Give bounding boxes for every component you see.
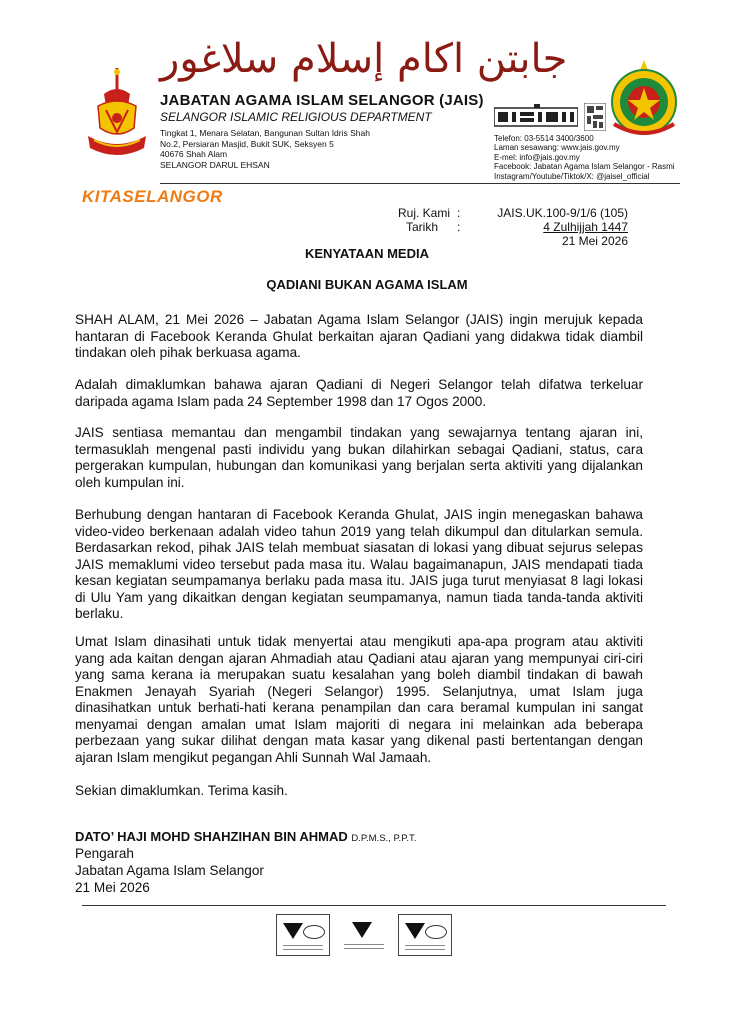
document-subtitle: QADIANI BUKAN AGAMA ISLAM [266, 277, 468, 292]
contact-line: E-mel: info@jais.gov.my [494, 152, 580, 162]
office-address [160, 128, 370, 170]
jawi-title: جابتن اكام إسلام سلاغور [160, 36, 568, 82]
colon: : [457, 220, 461, 234]
contact-line: Facebook: Jabatan Agama Islam Selangor - Rasmi [494, 162, 675, 172]
department-name-english: SELANGOR ISLAMIC RELIGIOUS DEPARTMENT [160, 110, 432, 124]
closing-paragraph: Sekian dimaklumkan. Terima kasih. [75, 783, 288, 798]
address-line: No.2, Persiaran Masjid, Bukit SUK, Seksyen 5 [160, 138, 334, 149]
paragraph: Adalah dimaklumkan bahawa ajaran Qadiani di Negeri Selangor telah difatwa terkeluar daripada agama Islam pada 24 September 1998 dan 17 Ogos 2000. [75, 377, 643, 409]
contact-details [494, 134, 675, 181]
signatory-full-name: DATO’ HAJI MOHD SHAHZIHAN BIN AHMAD [75, 829, 348, 844]
reference-colons [457, 206, 460, 234]
header-divider [160, 183, 680, 184]
kita-selangor-logo: KITASELANGOR [82, 187, 223, 206]
qr-code-icon [584, 103, 606, 131]
signatory-name [75, 829, 416, 844]
kufic-calligraphy-logo [494, 104, 578, 128]
quality-certification-mark [338, 914, 390, 954]
quality-certification-mark [276, 914, 330, 956]
quality-certification-mark [398, 914, 452, 956]
signatory-position: Pengarah [75, 846, 134, 861]
address-line: SELANGOR DARUL EHSAN [160, 159, 270, 170]
address-line: 40676 Shah Alam [160, 149, 228, 159]
contact-line: Instagram/Youtube/Tiktok/X: @jaisel_official [494, 171, 650, 181]
jais-logo [84, 66, 150, 164]
signatory-honorifics: D.P.M.S., P.P.T. [351, 833, 417, 844]
signature-date: 21 Mei 2026 [75, 880, 150, 895]
paragraph: Berhubung dengan hantaran di Facebook Keranda Ghulat, JAIS ingin menegaskan bahawa video-video berkenaan adalah video tahun 2019 yang telah dikumpul dan ditularkan semula. Berdasarkan rekod, pihak JAIS telah membuat siasatan di lokasi yang dibuat sejurus selepas JAIS memaklumi video tersebut pada masa itu. Walau bagaimanapun, JAIS mendapati tiada kesan kegiatan seumpamanya berlaku pada masa itu. JAIS juga turut menyiasat 8 lagi lokasi di Ulu Yam yang dikaitkan dengan kegiatan seumpamanya, namun tiada tanda-tanda aktiviti berlaku. [75, 507, 643, 621]
department-name: JABATAN AGAMA ISLAM SELANGOR (JAIS) [160, 92, 484, 109]
reference-labels [398, 206, 450, 234]
contact-line: Laman sesawang: www.jais.gov.my [494, 143, 620, 153]
paragraph: JAIS sentiasa memantau dan mengambil tindakan yang sewajarnya tentang ajaran ini, termasuklah mengenal pasti individu yang bukan dilahirkan sebagai Qadiani, status, cara pergerakan kumpulan, hubungan dan komunikasi yang berjalan serta aktiviti yang dijalankan oleh kumpulan ini. [75, 425, 643, 490]
colon: : [457, 206, 461, 220]
document-title: KENYATAAN MEDIA [305, 246, 429, 261]
gregorian-date: 21 Mei 2026 [561, 234, 628, 248]
address-line: Tingkat 1, Menara Selatan, Bangunan Sultan Idris Shah [160, 128, 370, 138]
footer-divider [82, 905, 666, 906]
paragraph: SHAH ALAM, 21 Mei 2026 – Jabatan Agama Islam Selangor (JAIS) ingin merujuk kepada hantaran di Facebook Keranda Ghulat berkaitan ajaran Qadiani yang didakwa tidak diambil tindakan oleh pihak berkuasa agama. [75, 312, 643, 360]
contact-line: Telefon: 03-5514 3400/3600 [494, 134, 594, 143]
signatory-organisation: Jabatan Agama Islam Selangor [75, 863, 264, 878]
selangor-crest-logo [608, 58, 680, 140]
tarikh-label: Tarikh [406, 220, 439, 234]
reference-values [497, 206, 628, 248]
paragraph: Umat Islam dinasihati untuk tidak menyertai atau mengikuti apa-apa program atau aktiviti yang ada kaitan dengan ajaran Ahmadiah atau Qadiani atau ajaran yang mempunyai ciri-ciri yang sama kerana ia merupakan suatu kesalahan yang boleh diambil tindakan di bawah Enakmen Jenayah Syariah (Negeri Selangor) 1995. Selanjutnya, umat Islam juga dinasihatkan untuk berhati-hati kerana penampilan dan cara beramal kumpulan ini sangat menyamai dengan amalan umat Islam majoriti di negara ini melainkan ada beberapa perbezaan yang sukar dilihat dengan mata kasar yang dikenal pasti bertentangan dengan ajaran Islam mengikut pegangan Ahli Sunnah Wal Jamaah. [75, 634, 643, 765]
ruj-label: Ruj. Kami [398, 206, 451, 220]
reference-number: JAIS.UK.100-9/1/6 (105) [497, 206, 628, 220]
hijri-date: 4 Zulhijjah 1447 [543, 220, 628, 234]
